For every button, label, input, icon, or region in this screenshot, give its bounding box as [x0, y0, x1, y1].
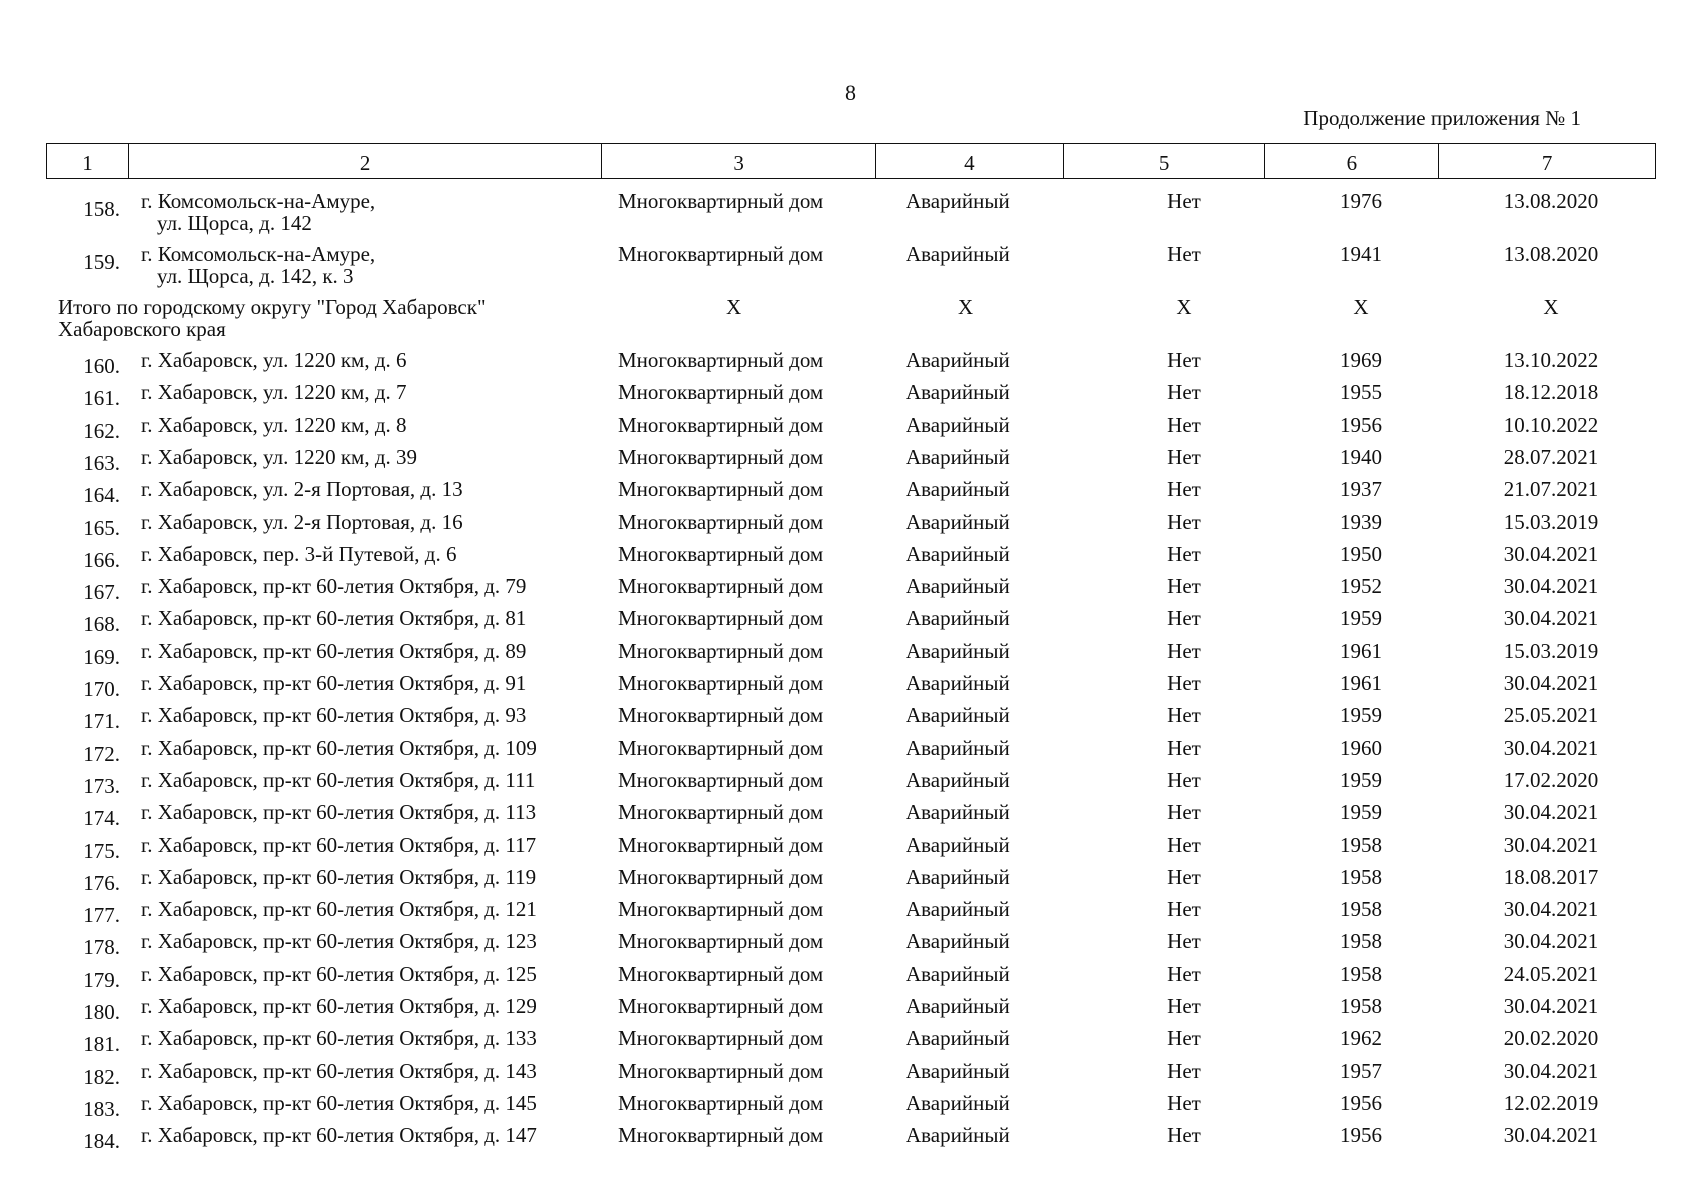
- row-address-line-1: г. Комсомольск-на-Амуре,: [141, 189, 376, 213]
- column-header-7: 7: [1541, 151, 1553, 175]
- row-type: Многоквартирный дом: [618, 703, 824, 728]
- row-number: 179.: [83, 967, 120, 992]
- row-date: 20.02.2020: [1503, 1026, 1599, 1051]
- continuation-note: Продолжение приложения № 1: [1303, 106, 1581, 130]
- row-state: Аварийный: [906, 348, 1010, 372]
- column-header-6: 6: [1265, 144, 1439, 178]
- row-address: г. Хабаровск, пр-кт 60-летия Октября, д. 143: [141, 1058, 537, 1083]
- row-date: 12.02.2019: [1503, 1090, 1599, 1115]
- row-date: 18.08.2017: [1503, 864, 1599, 889]
- row-date: 17.02.2020: [1503, 767, 1599, 792]
- row-number: 173.: [83, 773, 120, 798]
- total-x-7: X: [1543, 295, 1559, 319]
- row-year: 1941: [1340, 242, 1382, 266]
- row-state: Аварийный: [906, 509, 1010, 534]
- row-flag: Нет: [1167, 961, 1201, 986]
- row-state: Аварийный: [906, 897, 1010, 922]
- row-type: Многоквартирный дом: [618, 606, 824, 631]
- row-state: Аварийный: [906, 242, 1010, 266]
- row-type: Многоквартирный дом: [618, 1123, 824, 1148]
- row-flag: Нет: [1167, 348, 1201, 372]
- row-number: 170.: [83, 677, 120, 701]
- row-number: 175.: [83, 838, 120, 863]
- total-x-3: X: [726, 295, 742, 319]
- row-flag: Нет: [1167, 574, 1201, 599]
- row-date: 30.04.2021: [1503, 671, 1599, 695]
- column-header-5: 5: [1064, 144, 1266, 178]
- row-type: Многоквартирный дом: [618, 541, 824, 566]
- row-type: Многоквартирный дом: [618, 767, 824, 792]
- row-address: г. Хабаровск, пер. 3-й Путевой, д. 6: [141, 541, 457, 566]
- row-state: Аварийный: [906, 864, 1010, 889]
- row-address-line-2: ул. Щорса, д. 142, к. 3: [157, 264, 354, 288]
- row-number: 178.: [83, 935, 120, 960]
- row-address: г. Хабаровск, пр-кт 60-летия Октября, д. 119: [141, 864, 537, 889]
- row-number: 163.: [83, 450, 120, 475]
- row-flag: Нет: [1167, 638, 1201, 663]
- row-flag: Нет: [1167, 994, 1201, 1018]
- row-flag: Нет: [1167, 242, 1201, 266]
- row-address: г. Хабаровск, пр-кт 60-летия Октября, д. 109: [141, 735, 537, 760]
- row-state: Аварийный: [906, 832, 1010, 857]
- row-state: Аварийный: [906, 961, 1010, 986]
- row-flag: Нет: [1167, 800, 1201, 825]
- total-x-5: X: [1176, 295, 1192, 319]
- total-label-line-2: Хабаровского края: [58, 317, 226, 341]
- row-year: 1961: [1340, 638, 1382, 663]
- row-flag: Нет: [1167, 897, 1201, 922]
- row-address: г. Хабаровск, ул. 1220 км, д. 7: [141, 380, 407, 405]
- row-year: 1959: [1340, 767, 1382, 792]
- row-address: [141, 190, 375, 234]
- row-type: Многоквартирный дом: [618, 477, 824, 502]
- row-flag: Нет: [1167, 1058, 1201, 1083]
- row-number: 171.: [83, 709, 120, 734]
- row-flag: Нет: [1167, 929, 1201, 954]
- row-flag: Нет: [1167, 509, 1201, 534]
- row-state: Аварийный: [906, 541, 1010, 566]
- row-number: 167.: [83, 580, 120, 605]
- row-state: Аварийный: [906, 1058, 1010, 1083]
- row-address: г. Хабаровск, пр-кт 60-летия Октября, д. 91: [141, 671, 527, 695]
- table-header: [46, 143, 1656, 179]
- row-date: 21.07.2021: [1503, 477, 1599, 502]
- row-state: Аварийный: [906, 671, 1010, 695]
- row-year: 1955: [1340, 380, 1382, 405]
- row-number: 164.: [83, 483, 120, 508]
- row-flag: Нет: [1167, 1090, 1201, 1115]
- row-type: Многоквартирный дом: [618, 444, 824, 469]
- row-number: 176.: [83, 870, 120, 895]
- row-flag: Нет: [1167, 671, 1201, 695]
- row-address: г. Хабаровск, ул. 2-я Портовая, д. 16: [141, 509, 463, 534]
- row-flag: Нет: [1167, 703, 1201, 728]
- page-number: 8: [845, 80, 856, 105]
- row-number: 177.: [83, 903, 120, 928]
- row-date: 30.04.2021: [1503, 606, 1599, 631]
- row-number: 180.: [83, 1000, 120, 1024]
- row-date: 24.05.2021: [1503, 961, 1599, 986]
- row-date: 15.03.2019: [1503, 509, 1599, 534]
- row-address: г. Хабаровск, пр-кт 60-летия Октября, д. 147: [141, 1123, 537, 1148]
- row-type: Многоквартирный дом: [618, 380, 824, 405]
- row-type: Многоквартирный дом: [618, 1090, 824, 1115]
- row-type: Многоквартирный дом: [618, 864, 824, 889]
- row-number: 183.: [83, 1096, 120, 1121]
- total-label-line-1: Итого по городскому округу "Город Хабаровск": [58, 295, 486, 319]
- row-state: Аварийный: [906, 735, 1010, 760]
- row-year: 1940: [1340, 444, 1382, 469]
- row-date: 30.04.2021: [1503, 735, 1599, 760]
- row-type: Многоквартирный дом: [618, 832, 824, 857]
- row-address: г. Хабаровск, пр-кт 60-летия Октября, д. 79: [141, 574, 527, 599]
- row-type: Многоквартирный дом: [618, 897, 824, 922]
- row-address: г. Хабаровск, пр-кт 60-летия Октября, д. 145: [141, 1090, 537, 1115]
- row-type: Многоквартирный дом: [618, 671, 824, 695]
- row-address-line-2: ул. Щорса, д. 142: [157, 211, 312, 235]
- row-state: Аварийный: [906, 767, 1010, 792]
- row-type: Многоквартирный дом: [618, 412, 824, 437]
- column-header-1: 1: [47, 144, 129, 178]
- row-year: 1952: [1340, 574, 1382, 599]
- row-year: 1962: [1340, 1026, 1382, 1051]
- total-label: [58, 296, 486, 340]
- row-flag: Нет: [1167, 735, 1201, 760]
- row-number: 169.: [83, 644, 120, 669]
- row-state: Аварийный: [906, 703, 1010, 728]
- row-address-line-1: г. Комсомольск-на-Амуре,: [141, 242, 376, 266]
- row-number: 165.: [83, 515, 120, 540]
- column-header-3: 3: [602, 144, 876, 178]
- row-date: 30.04.2021: [1503, 800, 1599, 825]
- row-date: 10.10.2022: [1503, 412, 1599, 437]
- total-x-6: X: [1353, 295, 1369, 319]
- row-number: 168.: [83, 612, 120, 637]
- row-number: 184.: [83, 1129, 120, 1154]
- row-state: Аварийный: [906, 189, 1010, 213]
- row-flag: Нет: [1167, 1123, 1201, 1148]
- row-flag: Нет: [1167, 606, 1201, 631]
- row-flag: Нет: [1167, 189, 1201, 213]
- row-state: Аварийный: [906, 1090, 1010, 1115]
- row-year: 1960: [1340, 735, 1382, 760]
- row-type: Многоквартирный дом: [618, 574, 824, 599]
- row-address: г. Хабаровск, ул. 1220 км, д. 6: [141, 348, 407, 372]
- row-type: Многоквартирный дом: [618, 638, 824, 663]
- row-address: г. Хабаровск, пр-кт 60-летия Октября, д. 121: [141, 897, 537, 922]
- row-year: 1937: [1340, 477, 1382, 502]
- row-state: Аварийный: [906, 444, 1010, 469]
- row-number: 174.: [83, 806, 120, 831]
- row-type: Многоквартирный дом: [618, 189, 824, 213]
- row-year: 1959: [1340, 800, 1382, 825]
- row-date: 30.04.2021: [1503, 994, 1599, 1018]
- row-date: 13.08.2020: [1503, 189, 1599, 213]
- row-address: г. Хабаровск, пр-кт 60-летия Октября, д. 89: [141, 638, 527, 663]
- row-year: 1958: [1340, 832, 1382, 857]
- row-type: Многоквартирный дом: [618, 1058, 824, 1083]
- row-year: 1939: [1340, 509, 1382, 534]
- row-type: Многоквартирный дом: [618, 1026, 824, 1051]
- row-flag: Нет: [1167, 477, 1201, 502]
- row-state: Аварийный: [906, 800, 1010, 825]
- row-type: Многоквартирный дом: [618, 348, 824, 372]
- row-date: 30.04.2021: [1503, 1058, 1599, 1083]
- row-year: 1958: [1340, 961, 1382, 986]
- row-state: Аварийный: [906, 638, 1010, 663]
- row-address: г. Хабаровск, пр-кт 60-летия Октября, д. 125: [141, 961, 537, 986]
- row-number: 159.: [83, 250, 120, 274]
- row-date: 13.08.2020: [1503, 242, 1599, 266]
- row-number: 161.: [83, 386, 120, 411]
- row-address: г. Хабаровск, пр-кт 60-летия Октября, д. 113: [141, 800, 537, 825]
- row-date: 25.05.2021: [1503, 703, 1599, 728]
- row-year: 1959: [1340, 703, 1382, 728]
- row-year: 1961: [1340, 671, 1382, 695]
- row-year: 1956: [1340, 1090, 1382, 1115]
- row-number: 166.: [83, 547, 120, 572]
- row-address: г. Хабаровск, пр-кт 60-летия Октября, д. 133: [141, 1026, 537, 1051]
- row-address: г. Хабаровск, пр-кт 60-летия Октября, д. 129: [141, 994, 537, 1018]
- row-address: г. Хабаровск, ул. 2-я Портовая, д. 13: [141, 477, 463, 502]
- row-address: г. Хабаровск, пр-кт 60-летия Октября, д. 81: [141, 606, 527, 631]
- row-year: 1956: [1340, 412, 1382, 437]
- row-state: Аварийный: [906, 477, 1010, 502]
- row-date: 30.04.2021: [1503, 574, 1599, 599]
- row-date: 28.07.2021: [1503, 444, 1599, 469]
- row-flag: Нет: [1167, 864, 1201, 889]
- row-address: г. Хабаровск, пр-кт 60-летия Октября, д. 117: [141, 832, 537, 857]
- column-header-4: 4: [876, 144, 1064, 178]
- row-flag: Нет: [1167, 832, 1201, 857]
- row-type: Многоквартирный дом: [618, 994, 824, 1018]
- row-number: 172.: [83, 741, 120, 766]
- row-number: 160.: [83, 354, 120, 378]
- row-address: г. Хабаровск, ул. 1220 км, д. 8: [141, 412, 407, 437]
- row-type: Многоквартирный дом: [618, 242, 824, 266]
- row-state: Аварийный: [906, 606, 1010, 631]
- row-type: Многоквартирный дом: [618, 961, 824, 986]
- row-date: 30.04.2021: [1503, 832, 1599, 857]
- row-address: г. Хабаровск, пр-кт 60-летия Октября, д. 111: [141, 767, 536, 792]
- row-number: 182.: [83, 1064, 120, 1089]
- row-state: Аварийный: [906, 929, 1010, 954]
- total-x-4: X: [958, 295, 974, 319]
- row-year: 1969: [1340, 348, 1382, 372]
- row-date: 18.12.2018: [1503, 380, 1599, 405]
- row-state: Аварийный: [906, 380, 1010, 405]
- row-year: 1958: [1340, 897, 1382, 922]
- row-number: 162.: [83, 418, 120, 443]
- row-flag: Нет: [1167, 767, 1201, 792]
- row-type: Многоквартирный дом: [618, 735, 824, 760]
- row-address: г. Хабаровск, ул. 1220 км, д. 39: [141, 444, 418, 469]
- column-header-2: 2: [129, 144, 602, 178]
- row-year: 1959: [1340, 606, 1382, 631]
- row-date: 30.04.2021: [1503, 897, 1599, 922]
- row-date: 15.03.2019: [1503, 638, 1599, 663]
- row-date: 30.04.2021: [1503, 929, 1599, 954]
- row-state: Аварийный: [906, 412, 1010, 437]
- row-number: 158.: [83, 197, 120, 221]
- row-type: Многоквартирный дом: [618, 929, 824, 954]
- row-type: Многоквартирный дом: [618, 800, 824, 825]
- row-type: Многоквартирный дом: [618, 509, 824, 534]
- row-state: Аварийный: [906, 574, 1010, 599]
- row-date: 30.04.2021: [1503, 1123, 1599, 1148]
- row-flag: Нет: [1167, 444, 1201, 469]
- row-state: Аварийный: [906, 994, 1010, 1018]
- row-year: 1956: [1340, 1123, 1382, 1148]
- row-flag: Нет: [1167, 412, 1201, 437]
- row-flag: Нет: [1167, 380, 1201, 405]
- row-year: 1950: [1340, 541, 1382, 566]
- row-state: Аварийный: [906, 1123, 1010, 1148]
- row-address: [141, 243, 375, 287]
- row-year: 1958: [1340, 864, 1382, 889]
- row-date: 13.10.2022: [1503, 348, 1599, 372]
- row-flag: Нет: [1167, 1026, 1201, 1051]
- row-year: 1958: [1340, 929, 1382, 954]
- row-flag: Нет: [1167, 541, 1201, 566]
- row-year: 1958: [1340, 994, 1382, 1018]
- row-number: 181.: [83, 1032, 120, 1057]
- row-year: 1957: [1340, 1058, 1382, 1083]
- row-state: Аварийный: [906, 1026, 1010, 1051]
- row-address: г. Хабаровск, пр-кт 60-летия Октября, д. 123: [141, 929, 537, 954]
- row-date: 30.04.2021: [1503, 541, 1599, 566]
- row-address: г. Хабаровск, пр-кт 60-летия Октября, д. 93: [141, 703, 527, 728]
- row-year: 1976: [1340, 189, 1382, 213]
